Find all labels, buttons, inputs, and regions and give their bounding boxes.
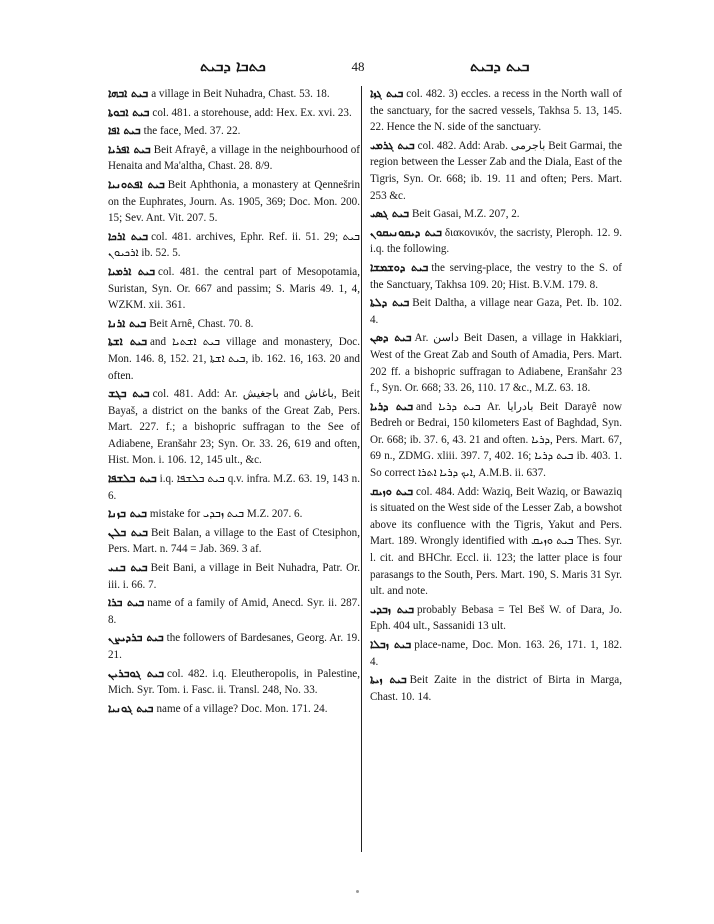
dictionary-entry: [108, 123, 360, 140]
dictionary-entry: [370, 206, 622, 223]
running-title-left: ܟܬܒܐ ܕܒܝܬ: [200, 57, 266, 75]
dictionary-entry: [108, 386, 360, 469]
entry-text: Beit Balan, a village to the East of Ctesiphon, Pers. Mart. n. 744 = Jab. 369. 3 af.: [108, 526, 360, 556]
dictionary-entry: [108, 316, 360, 333]
entry-headword: ܒܝܬ ܕܠܬܐ: [370, 296, 410, 310]
dictionary-entry: [108, 630, 360, 663]
dictionary-entry: [108, 142, 360, 175]
running-title-right: ܒܝܬ ܕܒܝܬ: [470, 57, 530, 75]
page-header: [0, 57, 714, 81]
entry-text: col. 482. Add: Arab. باجرمى Beit Garmai, the region between the Lesser Zab and the Diala, East of the Tigris, Syn. Or. 668; ib. 19. 11 and often; Pers. Mart. 253 &c.: [370, 139, 622, 202]
dictionary-entry: [108, 666, 360, 699]
entry-text: Beit Bani, a village in Beit Nuhadra, Patr. Or. iii. i. 66. 7.: [108, 562, 360, 591]
entry-text: the followers of Bardesanes, Georg. Ar. 19. 21.: [108, 632, 360, 661]
dictionary-entry: [370, 86, 622, 136]
entry-text: name of a family of Amid, Anecd. Syr. ii. 287. 8.: [108, 597, 360, 626]
entry-text: Beit Afrayê, a village in the neighbourhood of Henaita and Ma'altha, Chast. 28. 8/9.: [108, 143, 361, 173]
dictionary-entry: [108, 105, 360, 122]
entry-text: and ܒܝܬ ܕܪܝܐ Ar. بادرايا Beit Darayê now Bedreh or Bedrai, 150 kilometers East of Baghdad, Syn. Or. 668; ib. 37. 6, 43. 21 and often. ܕܪܝܐ, Pers. Mart. 67, 69 n., ZDMG. xliii. 397. 7, 402. 16; ܒܝܬ ܕܪܝܐ ib. 403. 1. So correct ܐܝܟ ܕܪܝܐ ܐܬܪܐ, A.M.B. ii. 637.: [370, 400, 623, 480]
entry-text: Beit Zaite in the district of Birta in Marga, Chast. 10. 14.: [370, 674, 622, 703]
entry-headword: ܒܝܬ ܕܪܝܐ: [370, 399, 413, 413]
entry-headword: ܒܝܬ ܒܪܐ: [108, 596, 145, 610]
entry-headword: ܒܝܬ ܒܙܢܐ: [108, 507, 147, 521]
entry-headword: ܒܝܬ ܐܫܬܐ: [108, 335, 147, 349]
entry-text: mistake for ܒܝܬ ܙܒܕܝ M.Z. 207. 6.: [149, 508, 303, 521]
dictionary-entry: [108, 701, 360, 718]
dictionary-entry: [108, 86, 360, 103]
entry-headword: ܒܝܬ ܐܒܗܐ: [108, 87, 149, 100]
entry-text: col. 484. Add: Waziq, Beit Waziq, or Bawaziq is situated on the West side of the Lesser Zab, a bowshot above its confluence with the Tigris, Yakut and Pers. Mart. 189. Wrongly identified with ܒܝܬ ܘܙܝܩ Thes. Syr. l. cit. and BHChr. Eccl. ii. 123; the latter place is four parasangs to the South, Pers. Mart. 190, S. Maris 31 Syr. ult. and note.: [370, 485, 622, 598]
entry-text: col. 482. i.q. Eleutheropolis, in Palestine, Mich. Syr. Tom. i. Fasc. ii. Transl. 248, No. 33.: [108, 667, 361, 697]
column-divider: [361, 86, 362, 852]
entry-text: col. 481. Add: Ar. باجغيش and باغاش, Beit Bayaš, a district on the banks of the Great Zab, Pers. Mart. 227. f.; a bishopric suffragan to the See of Adiabene, Eranšahr 23; Syn. Or. 33. 26, 619 and often, Hist. Mon. i. 106. 12, 145 ult., &c.: [108, 388, 360, 467]
dictionary-entry: [370, 138, 622, 204]
entry-headword: ܒܝܬ ܕܝܩܘܢܝܩܘܢ: [370, 225, 442, 239]
entry-text: Beit Aphthonia, a monastery at Qennešrin on the Euphrates, Journ. As. 1905, 369; Doc. Mon. 200. 15; Sev. Ant. Vit. 207. 5.: [108, 178, 360, 225]
entry-headword: ܒܝܬ ܐܦܐ: [108, 124, 141, 138]
entry-text: probably Bebasa = Tel Beš W. of Dara, Jo. Eph. 404 ult., Sassanidi 13 ult.: [370, 603, 623, 633]
entry-headword: ܒܝܬ ܓܣܝ: [370, 207, 410, 221]
left-column: [108, 86, 360, 719]
entry-text: a village in Beit Nuhadra, Chast. 53. 18.: [151, 88, 330, 100]
entry-headword: ܒܝܬ ܙܒܕܝ: [370, 602, 414, 616]
entry-text: the face, Med. 37. 22.: [143, 125, 241, 138]
dictionary-entry: [108, 229, 360, 262]
dictionary-entry: [370, 637, 622, 670]
dictionary-entry: [370, 295, 622, 328]
entry-text: col. 482. 3) eccles. a recess in the North wall of the sanctuary, for the sacred vessels, Takhsa 5. 13, 145. 22. Hence the N. side of the sanctuary.: [370, 88, 622, 134]
page-number: 48: [351, 59, 365, 74]
dictionary-entry: [108, 595, 360, 628]
dictionary-entry: [370, 484, 622, 600]
entry-headword: ܒܝܬ ܓܘܒܪܝܢ: [108, 666, 165, 680]
dictionary-entry: [370, 225, 622, 258]
right-column: [370, 86, 622, 707]
page-bottom-mark: [356, 890, 359, 893]
dictionary-entry: [370, 330, 622, 396]
entry-text: Beit Gasai, M.Z. 207, 2.: [412, 208, 520, 221]
entry-headword: ܒܝܬ ܓܙܐ: [370, 87, 404, 100]
entry-text: name of a village? Doc. Mon. 171. 24.: [156, 702, 328, 715]
entry-text: Ar. داسن Beit Dasen, a village in Hakkiari, West of the Great Zab and South of Amadia, Pers. Mart. 202 ff. a bishopric suffragan to Adiabene, Eranšahr 23 f., Syn. Or. 668; 33. 26, 110. 17 &c., M.Z. 63. 18.: [370, 332, 623, 395]
entry-text: διακονικόν, the sacristy, Pleroph. 12. 9. i.q. the following.: [370, 226, 622, 256]
entry-text: place-name, Doc. Mon. 163. 26, 171. 1, 182. 4.: [370, 639, 622, 668]
entry-headword: ܒܝܬ ܕܘܫܡܫܐ: [370, 260, 429, 274]
entry-headword: ܒܝܬ ܒܠܫܦܐ: [108, 472, 157, 486]
entry-headword: ܒܝܬ ܓܪܡܝ: [370, 138, 415, 152]
entry-text: Beit Arnê, Chast. 70. 8.: [149, 317, 254, 330]
entry-headword: ܒܝܬ ܒܓܫ: [108, 387, 150, 401]
entry-headword: ܒܝܬ ܐܪܟܐ: [108, 229, 149, 243]
entry-text: col. 481. archives, Ephr. Ref. ii. 51. 29; ܒܝܬ ܐܪܟܝܘܢ ib. 52. 5.: [108, 230, 360, 260]
entry-text: col. 481. the central part of Mesopotamia, Suristan, Syn. Or. 667 and passim; S. Maris 49. 1, 4, WZKM. xii. 361.: [108, 265, 360, 312]
entry-text: and ܒܝܬ ܐܫܬܝܐ village and monastery, Doc. Mon. 146. 8, 152. 21, ܒܝܬ ܐܫܬܐ, ib. 162. 16, 163. 20 and often.: [108, 336, 360, 382]
entry-headword: ܒܝܬ ܘܙܝܩ: [370, 484, 414, 498]
entry-headword: ܒܝܬ ܒܢܝ: [108, 561, 148, 575]
dictionary-entry: [108, 560, 360, 593]
dictionary-entry: [370, 602, 622, 635]
entry-headword: ܒܝܬ ܓܘܢܝܐ: [108, 701, 154, 715]
dictionary-entry: [370, 399, 622, 482]
dictionary-entry: [108, 525, 360, 558]
entry-text: col. 481. a storehouse, add: Hex. Ex. xvi. 23.: [152, 106, 352, 119]
dictionary-entry: [108, 506, 360, 523]
dictionary-entry: [108, 334, 360, 384]
dictionary-entry: [108, 264, 360, 314]
entry-headword: ܒܝܬ ܐܪܡܝܐ: [108, 264, 156, 278]
entry-headword: ܒܝܬ ܒܠܢ: [108, 525, 148, 539]
dictionary-entry: [370, 672, 622, 705]
entry-text: i.q. ܒܝܬ ܒܠܫܦܐ q.v. infra. M.Z. 63. 19, 143 n. 6.: [108, 473, 361, 502]
entry-headword: ܒܝܬ ܒܪܕܝܨܢ: [108, 631, 164, 645]
entry-text: Beit Daltha, a village near Gaza, Pet. Ib. 102. 4.: [370, 297, 622, 326]
dictionary-entry: [108, 177, 360, 227]
entry-headword: ܒܝܬ ܐܪܢܐ: [108, 316, 147, 330]
dictionary-entry: [108, 471, 360, 504]
entry-headword: ܒܝܬ ܙܝܬܐ: [370, 673, 407, 687]
entry-headword: ܒܝܬ ܐܦܪܝܐ: [108, 142, 151, 156]
entry-text: the serving-place, the vestry to the S. of the Sanctuary, Takhsa 109. 20; Hist. B.V.M. 179. 8.: [370, 261, 622, 291]
entry-headword: ܒܝܬ ܕܣܢ: [370, 331, 412, 345]
entry-headword: ܒܝܬ ܐܦܬܘܢܝܐ: [108, 177, 165, 191]
dictionary-entry: [370, 260, 622, 293]
entry-headword: ܒܝܬ ܐܒܘܬܐ: [108, 105, 150, 119]
entry-headword: ܒܝܬ ܙܒܠܐ: [370, 638, 412, 651]
